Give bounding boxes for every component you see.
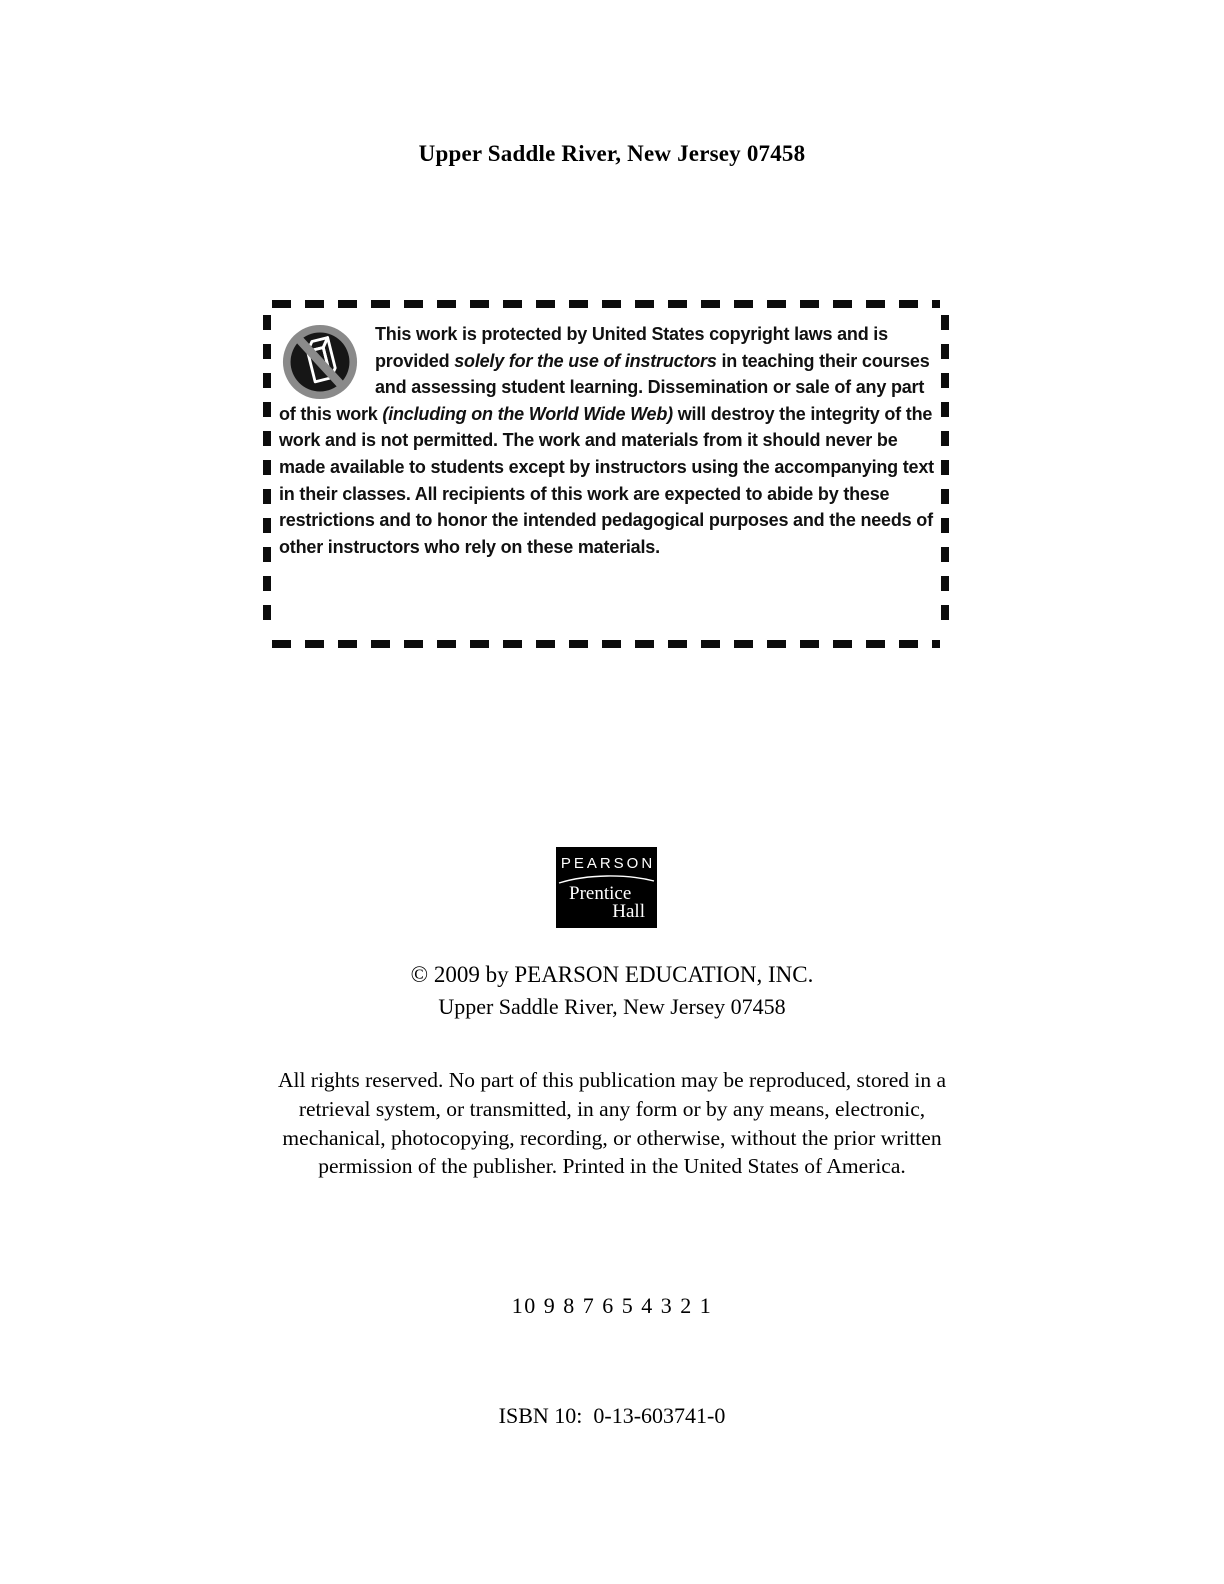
warning-segment: will destroy the integrity of the work and is not permitted. The work and materials from it should never be made available to students except by instructors using the accompanying text in their classes. All recipients of this work are expected to abide by these restrictions and to honor the intended pedagogical purposes and the needs of other instructors who rely on these materials.	[279, 403, 934, 557]
dashed-border-right	[941, 315, 949, 633]
rights-paragraph	[0, 1066, 1224, 1181]
warning-segment-italic: solely for the use of instructors	[454, 350, 717, 371]
warning-segment: in teaching their courses and assessing student learning. Dissemination or sale of any part of this work	[279, 350, 930, 424]
dashed-border-bottom	[272, 640, 940, 648]
warning-segment: This work is protected by United States copyright laws and is provided	[375, 324, 888, 371]
dashed-border-left	[263, 315, 271, 633]
pearson-prentice-hall-logo	[556, 847, 657, 928]
no-copying-book-icon	[282, 324, 358, 400]
copyright-warning-box	[263, 300, 949, 648]
rights-line: All rights reserved. No part of this publication may be reproduced, stored in a	[277, 1068, 947, 1092]
isbn-number: ISBN 10: 0-13-603741-0	[498, 1403, 726, 1428]
warning-segment-italic: (including on the World Wide Web)	[382, 403, 673, 424]
publisher-address: Upper Saddle River, New Jersey 07458	[438, 994, 786, 1019]
pearson-brand-label: PEARSON	[560, 855, 656, 872]
rights-line: mechanical, photocopying, recording, or otherwise, without the prior written	[282, 1125, 942, 1150]
imprint-label-hall: Hall	[612, 901, 645, 922]
rights-line: permission of the publisher. Printed in the United States of America.	[318, 1154, 906, 1179]
copyright-notice: © 2009 by PEARSON EDUCATION, INC.	[410, 962, 814, 987]
rights-line: retrieval system, or transmitted, in any form or by any means, electronic,	[298, 1096, 926, 1121]
copyright-warning-text	[279, 321, 934, 560]
dashed-border-top	[272, 300, 940, 308]
imprint-label-prentice: Prentice	[569, 883, 632, 904]
copyright-warning-content	[279, 321, 934, 640]
publisher-address-top: Upper Saddle River, New Jersey 07458	[418, 141, 806, 166]
printing-number-line: 10 9 8 7 6 5 4 3 2 1	[511, 1293, 713, 1318]
